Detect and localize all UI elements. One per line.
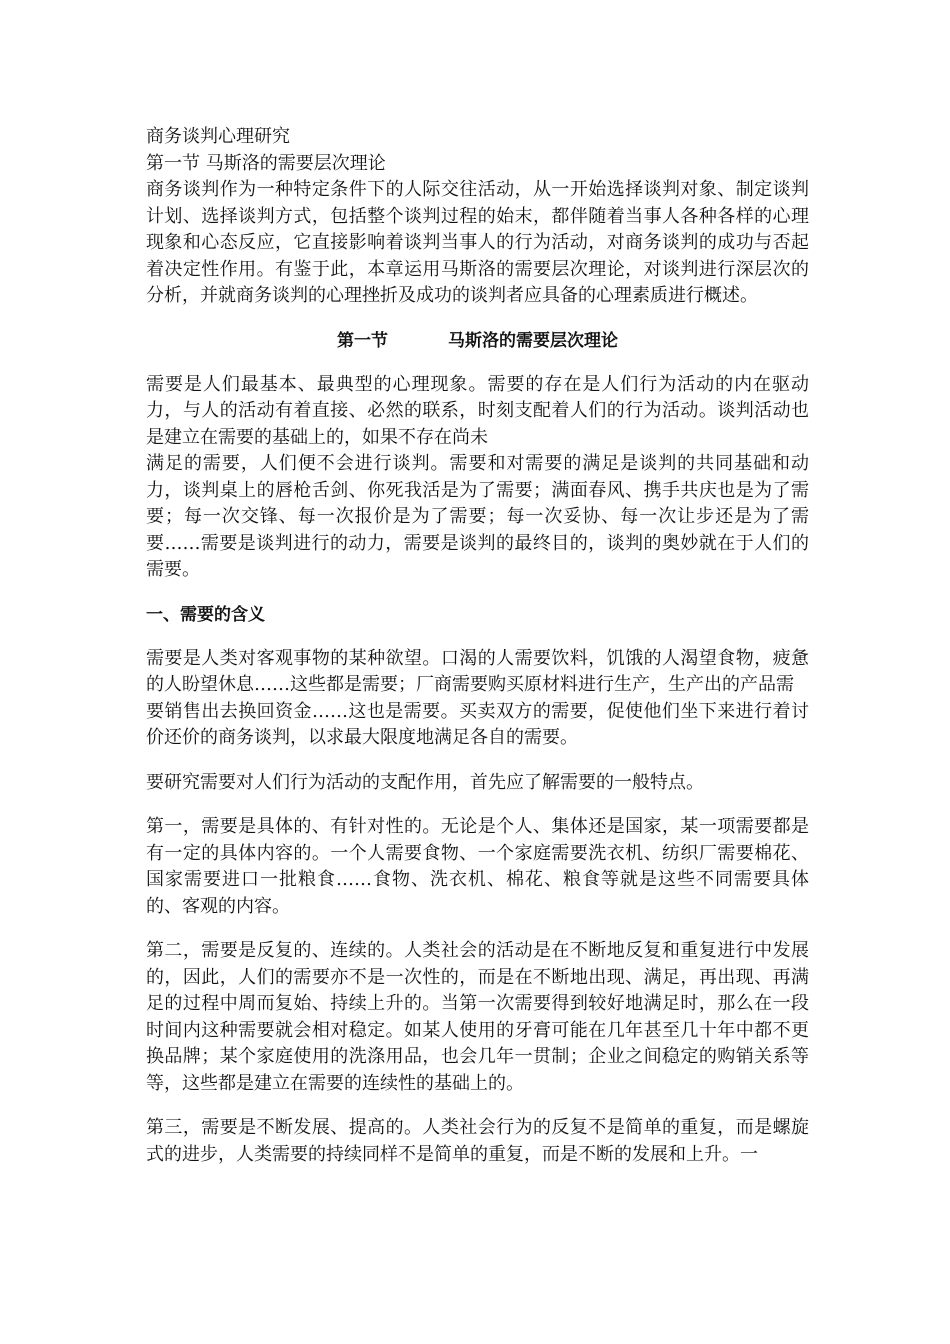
feature-paragraph-1: 第一，需要是具体的、有针对性的。无论是个人、集体还是国家，某一项需要都是有一定的具体内容的。一个人需要食物、一个家庭需要洗衣机、纺织厂需要棉花、国家需要进口一批粮食……食物、洗衣机、棉花、粮食等就是这些不同需要具体的、客观的内容。 — [146, 816, 809, 917]
document-page — [146, 124, 809, 1168]
subsection-heading: 一、需要的含义 — [146, 604, 265, 625]
section-heading — [146, 328, 809, 354]
toc-line: 第一节 马斯洛的需要层次理论 — [146, 152, 386, 174]
feature-paragraph-2: 第二，需要是反复的、连续的。人类社会的活动是在不断地反复和重复进行中发展的，因此，人们的需要亦不是一次性的，而是在不断地出现、满足，再出现、再满足的过程中周而复始、持续上升的。当第一次需要得到较好地满足时，那么在一段时间内这种需要就会相对稳定。如某人使用的牙膏可能在几年甚至几十年中都不更换品牌；某个家庭使用的洗涤用品，也会几年一贯制；企业之间稳定的购销关系等等，这些都是建立在需要的连续性的基础上的。 — [146, 940, 809, 1094]
document-title: 商务谈判心理研究 — [146, 126, 290, 147]
section-number: 第一节 — [337, 330, 388, 351]
section-title: 马斯洛的需要层次理论 — [448, 330, 618, 351]
meaning-paragraph-3: 要研究需要对人们行为活动的支配作用，首先应了解需要的一般特点。 — [146, 771, 704, 793]
meaning-paragraph-1: 需要是人类对客观事物的某种欲望。口渴的人需要饮料，饥饿的人渴望食物，疲惫的人盼望休息……这些都是需要；厂商需要购买原材料进行生产，生产出的产品需 — [146, 647, 809, 695]
section-paragraph-1: 需要是人们最基本、最典型的心理现象。需要的存在是人们行为活动的内在驱动力，与人的活动有着直接、必然的联系，时刻支配着人们的行为活动。谈判活动也是建立在需要的基础上的，如果不存在尚未 — [146, 373, 809, 448]
section-paragraph-2: 满足的需要，人们便不会进行谈判。需要和对需要的满足是谈判的共同基础和动力，谈判桌上的唇枪舌剑、你死我活是为了需要；满面春风、携手共庆也是为了需要；每一次交锋、每一次报价是为了需要；每一次妥协、每一次让步还是为了需要……需要是谈判进行的动力，需要是谈判的最终目的，谈判的奥妙就在于人们的需要。 — [146, 453, 809, 580]
intro-paragraph: 商务谈判作为一种特定条件下的人际交往活动，从一开始选择谈判对象、制定谈判计划、选择谈判方式，包括整个谈判过程的始末，都伴随着当事人各种各样的心理现象和心态反应，它直接影响着谈判当事人的行为活动，对商务谈判的成功与否起着决定性作用。有鉴于此，本章运用马斯洛的需要层次理论，对谈判进行深层次的分析，并就商务谈判的心理挫折及成功的谈判者应具备的心理素质进行概述。 — [146, 179, 809, 306]
meaning-paragraph-2: 要销售出去换回资金……这也是需要。买卖双方的需要，促使他们坐下来进行着讨价还价的商务谈判，以求最大限度地满足各自的需要。 — [146, 700, 809, 748]
feature-paragraph-3: 第三，需要是不断发展、提高的。人类社会行为的反复不是简单的重复，而是螺旋式的进步，人类需要的持续同样不是简单的重复，而是不断的发展和上升。一 — [146, 1117, 809, 1165]
